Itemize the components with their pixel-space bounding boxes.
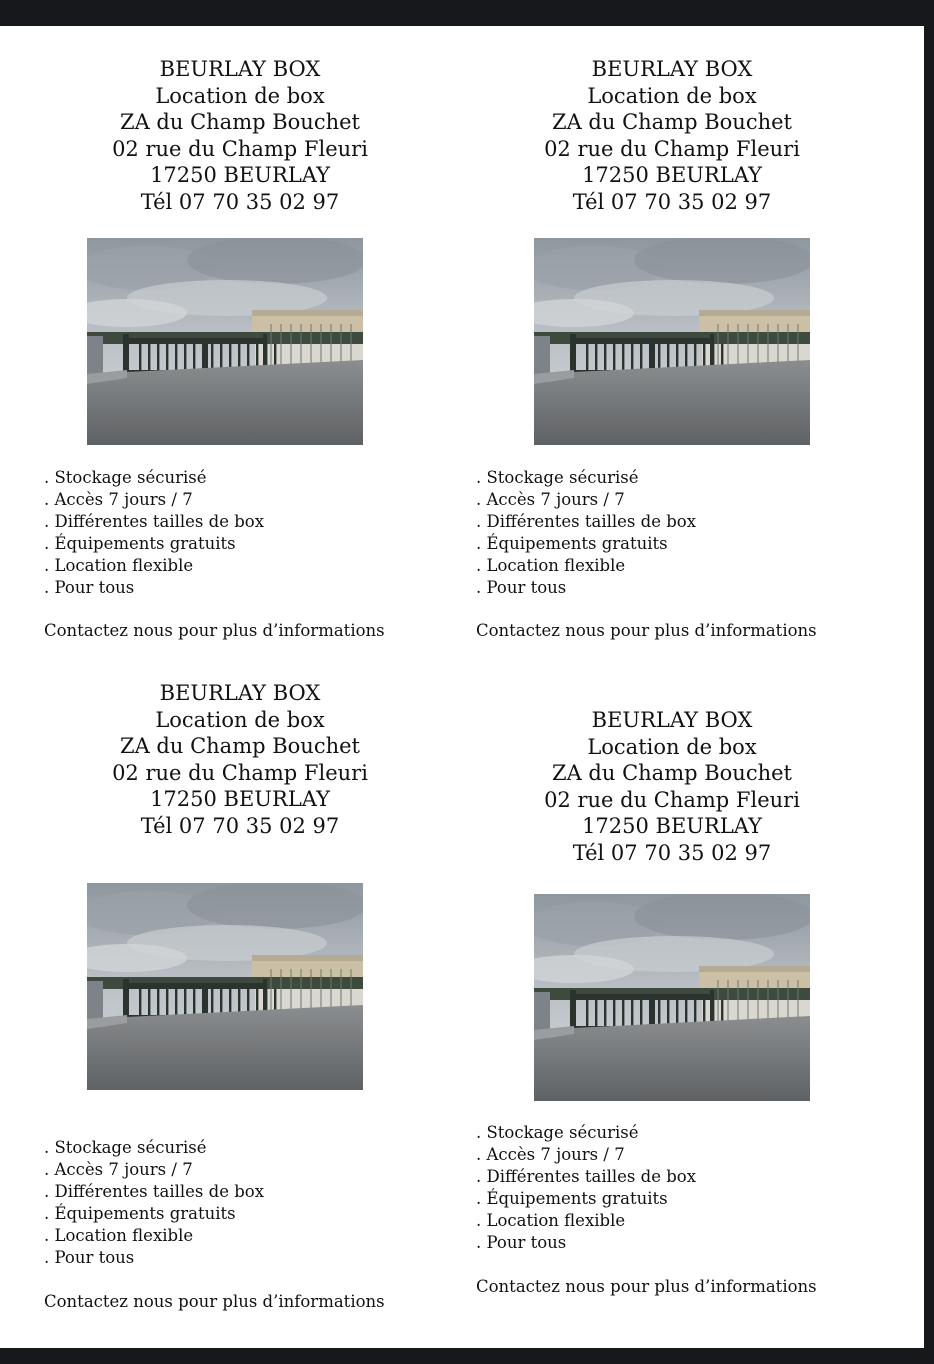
city-line: 17250 BEURLAY: [150, 163, 330, 188]
feature-item: . Équipements gratuits: [476, 1189, 668, 1208]
zone-line: ZA du Champ Bouchet: [552, 761, 792, 786]
feature-item: . Stockage sécurisé: [44, 468, 207, 487]
flyer-1-contact: Contactez nous pour plus d’informations: [44, 621, 385, 640]
feature-item: . Pour tous: [476, 1233, 567, 1252]
business-name: BEURLAY BOX: [159, 57, 321, 81]
feature-item: . Équipements gratuits: [44, 534, 236, 553]
flyer-3-contact: Contactez nous pour plus d’informations: [44, 1292, 385, 1311]
service-line: Location de box: [587, 83, 757, 108]
street-line: 02 rue du Champ Fleuri: [544, 787, 800, 812]
business-name: BEURLAY BOX: [591, 57, 753, 81]
zone-line: ZA du Champ Bouchet: [552, 110, 792, 135]
flyer-1-gate-photo: [87, 238, 363, 445]
feature-item: . Location flexible: [44, 1226, 194, 1245]
zone-line: ZA du Champ Bouchet: [120, 110, 360, 135]
feature-item: . Pour tous: [476, 578, 567, 597]
feature-item: . Pour tous: [44, 1248, 135, 1267]
feature-item: . Équipements gratuits: [44, 1204, 236, 1223]
feature-item: . Location flexible: [476, 556, 626, 575]
city-line: 17250 BEURLAY: [150, 787, 330, 812]
flyer-2-header: [472, 56, 872, 216]
flyer-4-header: [472, 707, 872, 867]
service-line: Location de box: [587, 734, 757, 759]
feature-item: . Accès 7 jours / 7: [476, 1145, 625, 1164]
feature-item: . Accès 7 jours / 7: [44, 1160, 193, 1179]
feature-item: . Équipements gratuits: [476, 534, 668, 553]
flyer-2-feature-list: [476, 467, 696, 599]
city-line: 17250 BEURLAY: [582, 814, 762, 839]
flyer-1-feature-list: [44, 467, 264, 599]
feature-item: . Location flexible: [44, 556, 194, 575]
feature-item: . Différentes tailles de box: [476, 512, 697, 531]
street-line: 02 rue du Champ Fleuri: [112, 136, 368, 161]
phone-line: Tél 07 70 35 02 97: [140, 189, 340, 214]
feature-item: . Accès 7 jours / 7: [476, 490, 625, 509]
zone-line: ZA du Champ Bouchet: [120, 734, 360, 759]
phone-line: Tél 07 70 35 02 97: [140, 813, 340, 838]
business-name: BEURLAY BOX: [159, 681, 321, 705]
phone-line: Tél 07 70 35 02 97: [572, 840, 772, 865]
phone-line: Tél 07 70 35 02 97: [572, 189, 772, 214]
flyer-1-header: [40, 56, 440, 216]
flyer-2-gate-photo: [534, 238, 810, 445]
street-line: 02 rue du Champ Fleuri: [112, 760, 368, 785]
feature-item: . Stockage sécurisé: [476, 468, 639, 487]
document-page: [0, 26, 924, 1348]
feature-item: . Différentes tailles de box: [44, 1182, 265, 1201]
business-name: BEURLAY BOX: [591, 708, 753, 732]
feature-item: . Différentes tailles de box: [44, 512, 265, 531]
feature-item: . Stockage sécurisé: [476, 1123, 639, 1142]
feature-item: . Différentes tailles de box: [476, 1167, 697, 1186]
feature-item: . Stockage sécurisé: [44, 1138, 207, 1157]
street-line: 02 rue du Champ Fleuri: [544, 136, 800, 161]
feature-item: . Accès 7 jours / 7: [44, 490, 193, 509]
flyer-4-feature-list: [476, 1122, 696, 1254]
flyer-3-gate-photo: [87, 883, 363, 1090]
feature-item: . Location flexible: [476, 1211, 626, 1230]
flyer-2-contact: Contactez nous pour plus d’informations: [476, 621, 817, 640]
city-line: 17250 BEURLAY: [582, 163, 762, 188]
flyer-4-contact: Contactez nous pour plus d’informations: [476, 1277, 817, 1296]
service-line: Location de box: [155, 707, 325, 732]
feature-item: . Pour tous: [44, 578, 135, 597]
service-line: Location de box: [155, 83, 325, 108]
flyer-4-gate-photo: [534, 894, 810, 1101]
flyer-3-feature-list: [44, 1137, 264, 1269]
flyer-3-header: [40, 680, 440, 840]
